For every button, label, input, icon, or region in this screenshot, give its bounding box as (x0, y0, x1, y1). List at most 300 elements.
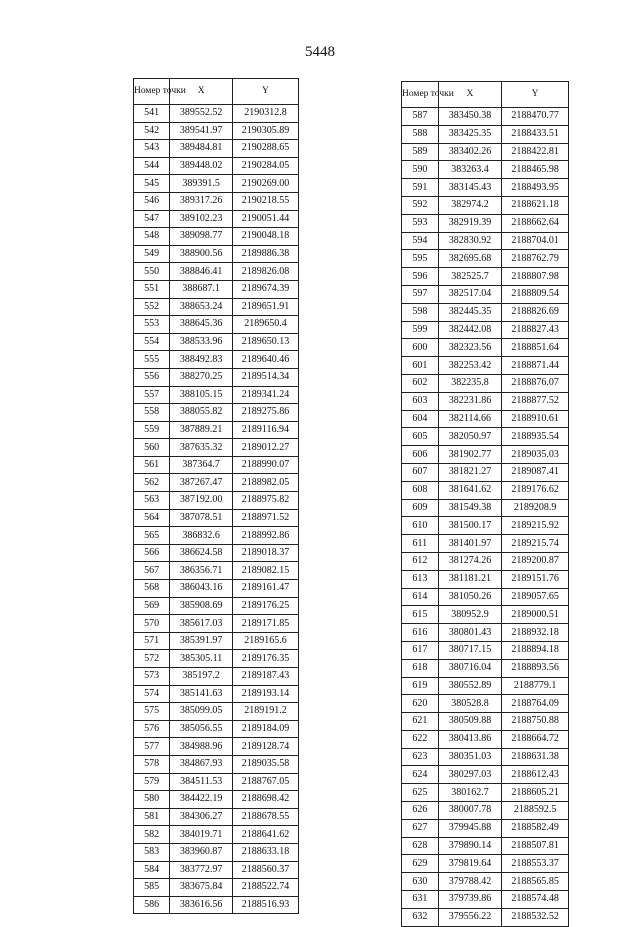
cell-point-number: 582 (134, 826, 170, 844)
cell-point-number: 603 (402, 392, 439, 410)
table-row (402, 802, 569, 820)
cell-x: 380952.9 (438, 606, 501, 624)
cell-y: 2190284.05 (232, 157, 298, 175)
table-row (134, 791, 299, 809)
table-row (402, 392, 569, 410)
cell-point-number: 563 (134, 492, 170, 510)
cell-x: 384422.19 (170, 791, 233, 809)
table-row (402, 481, 569, 499)
table-row (134, 580, 299, 598)
cell-y: 2188893.56 (502, 659, 569, 677)
cell-y: 2188507.81 (502, 837, 569, 855)
cell-x: 379556.22 (438, 908, 501, 926)
cell-point-number: 569 (134, 597, 170, 615)
table-row (134, 316, 299, 334)
cell-x: 382050.97 (438, 428, 501, 446)
cell-point-number: 588 (402, 125, 439, 143)
cell-x: 380509.88 (438, 713, 501, 731)
cell-point-number: 577 (134, 738, 170, 756)
table-row (134, 105, 299, 123)
cell-y: 2189650.13 (232, 333, 298, 351)
cell-x: 386043.16 (170, 580, 233, 598)
cell-x: 382323.56 (438, 339, 501, 357)
cell-point-number: 542 (134, 122, 170, 140)
table-row (402, 179, 569, 197)
table-row (402, 499, 569, 517)
header-y: Y (232, 79, 298, 105)
table-row (134, 755, 299, 773)
cell-point-number: 544 (134, 157, 170, 175)
cell-x: 379739.86 (438, 891, 501, 909)
cell-y: 2189640.46 (232, 351, 298, 369)
table-row (134, 861, 299, 879)
cell-point-number: 592 (402, 196, 439, 214)
cell-y: 2190288.65 (232, 140, 298, 158)
header-x: X (438, 82, 501, 108)
cell-x: 389102.23 (170, 210, 233, 228)
table-row (402, 410, 569, 428)
cell-point-number: 602 (402, 374, 439, 392)
cell-x: 382253.42 (438, 357, 501, 375)
coordinates-table-right (401, 81, 569, 927)
cell-point-number: 607 (402, 463, 439, 481)
table-row (402, 624, 569, 642)
cell-point-number: 609 (402, 499, 439, 517)
cell-x: 383402.26 (438, 143, 501, 161)
table-row (134, 157, 299, 175)
cell-point-number: 586 (134, 896, 170, 914)
cell-point-number: 597 (402, 285, 439, 303)
cell-y: 2188493.95 (502, 179, 569, 197)
cell-y: 2188809.54 (502, 285, 569, 303)
cell-x: 383425.35 (438, 125, 501, 143)
cell-x: 379945.88 (438, 819, 501, 837)
cell-y: 2190269.00 (232, 175, 298, 193)
cell-y: 2188779.1 (502, 677, 569, 695)
table-row (134, 421, 299, 439)
cell-x: 388533.96 (170, 333, 233, 351)
cell-x: 382695.68 (438, 250, 501, 268)
header-x: X (170, 79, 233, 105)
cell-x: 385617.03 (170, 615, 233, 633)
cell-y: 2188532.52 (502, 908, 569, 926)
cell-point-number: 584 (134, 861, 170, 879)
cell-y: 2189161.47 (232, 580, 298, 598)
table-row (402, 695, 569, 713)
cell-y: 2188851.64 (502, 339, 569, 357)
cell-y: 2189057.65 (502, 588, 569, 606)
cell-point-number: 632 (402, 908, 439, 926)
cell-x: 385197.2 (170, 668, 233, 686)
cell-point-number: 570 (134, 615, 170, 633)
cell-x: 383675.84 (170, 879, 233, 897)
cell-x: 386832.6 (170, 527, 233, 545)
cell-y: 2189087.41 (502, 463, 569, 481)
cell-point-number: 594 (402, 232, 439, 250)
cell-x: 387635.32 (170, 439, 233, 457)
cell-point-number: 551 (134, 280, 170, 298)
cell-point-number: 547 (134, 210, 170, 228)
cell-y: 2188522.74 (232, 879, 298, 897)
cell-x: 384867.93 (170, 755, 233, 773)
table-row (402, 641, 569, 659)
cell-x: 388492.83 (170, 351, 233, 369)
cell-point-number: 578 (134, 755, 170, 773)
cell-y: 2189514.34 (232, 368, 298, 386)
cell-point-number: 628 (402, 837, 439, 855)
cell-x: 389541.97 (170, 122, 233, 140)
cell-y: 2188641.62 (232, 826, 298, 844)
cell-y: 2189151.76 (502, 570, 569, 588)
cell-y: 2188910.61 (502, 410, 569, 428)
cell-y: 2188992.86 (232, 527, 298, 545)
cell-point-number: 573 (134, 668, 170, 686)
cell-point-number: 552 (134, 298, 170, 316)
table-row (134, 456, 299, 474)
table-row (134, 615, 299, 633)
cell-point-number: 623 (402, 748, 439, 766)
cell-x: 386624.58 (170, 544, 233, 562)
header-point-number: Номер точки (402, 82, 439, 108)
cell-y: 2190048.18 (232, 228, 298, 246)
table-row (402, 659, 569, 677)
cell-x: 380007.78 (438, 802, 501, 820)
cell-point-number: 585 (134, 879, 170, 897)
cell-y: 2189886.38 (232, 245, 298, 263)
cell-point-number: 583 (134, 843, 170, 861)
cell-point-number: 591 (402, 179, 439, 197)
cell-point-number: 567 (134, 562, 170, 580)
table-row (134, 509, 299, 527)
cell-y: 2188827.43 (502, 321, 569, 339)
cell-point-number: 600 (402, 339, 439, 357)
cell-point-number: 604 (402, 410, 439, 428)
table-row (402, 606, 569, 624)
cell-x: 380717.15 (438, 641, 501, 659)
table-row (134, 351, 299, 369)
cell-y: 2188932.18 (502, 624, 569, 642)
cell-x: 383960.87 (170, 843, 233, 861)
cell-point-number: 616 (402, 624, 439, 642)
cell-y: 2189176.25 (232, 597, 298, 615)
cell-x: 387078.51 (170, 509, 233, 527)
cell-y: 2188433.51 (502, 125, 569, 143)
table-row (402, 837, 569, 855)
cell-y: 2190312.8 (232, 105, 298, 123)
cell-point-number: 621 (402, 713, 439, 731)
cell-point-number: 587 (402, 108, 439, 126)
table-row (134, 843, 299, 861)
cell-x: 389552.52 (170, 105, 233, 123)
cell-point-number: 625 (402, 784, 439, 802)
table-row (402, 855, 569, 873)
cell-y: 2189187.43 (232, 668, 298, 686)
cell-y: 2188662.64 (502, 214, 569, 232)
table-row (134, 175, 299, 193)
table-row (134, 632, 299, 650)
cell-y: 2188982.05 (232, 474, 298, 492)
table-row (134, 562, 299, 580)
cell-x: 382114.66 (438, 410, 501, 428)
cell-point-number: 558 (134, 404, 170, 422)
cell-point-number: 622 (402, 730, 439, 748)
cell-y: 2189826.08 (232, 263, 298, 281)
table-row (134, 280, 299, 298)
cell-y: 2188605.21 (502, 784, 569, 802)
cell-y: 2189018.37 (232, 544, 298, 562)
cell-x: 382919.39 (438, 214, 501, 232)
table-row (134, 474, 299, 492)
table-row (134, 650, 299, 668)
cell-y: 2189215.92 (502, 517, 569, 535)
cell-x: 379788.42 (438, 873, 501, 891)
table-row (134, 597, 299, 615)
cell-x: 379890.14 (438, 837, 501, 855)
cell-x: 388653.24 (170, 298, 233, 316)
cell-x: 381821.27 (438, 463, 501, 481)
cell-x: 381050.26 (438, 588, 501, 606)
cell-y: 2189165.6 (232, 632, 298, 650)
table-row (402, 873, 569, 891)
cell-x: 380297.03 (438, 766, 501, 784)
cell-y: 2190305.89 (232, 122, 298, 140)
cell-point-number: 545 (134, 175, 170, 193)
cell-point-number: 590 (402, 161, 439, 179)
cell-x: 380801.43 (438, 624, 501, 642)
cell-x: 385391.97 (170, 632, 233, 650)
cell-y: 2189116.94 (232, 421, 298, 439)
table-row (134, 368, 299, 386)
cell-y: 2188698.42 (232, 791, 298, 809)
cell-y: 2188574.48 (502, 891, 569, 909)
cell-x: 382235.8 (438, 374, 501, 392)
table-row (402, 677, 569, 695)
table-row (402, 908, 569, 926)
cell-point-number: 611 (402, 535, 439, 553)
cell-point-number: 627 (402, 819, 439, 837)
cell-point-number: 559 (134, 421, 170, 439)
cell-x: 383772.97 (170, 861, 233, 879)
cell-x: 384511.53 (170, 773, 233, 791)
cell-y: 2189035.03 (502, 446, 569, 464)
table-row (402, 108, 569, 126)
table-row (134, 245, 299, 263)
cell-x: 382445.35 (438, 303, 501, 321)
cell-point-number: 599 (402, 321, 439, 339)
cell-y: 2188975.82 (232, 492, 298, 510)
cell-x: 380716.04 (438, 659, 501, 677)
cell-y: 2188678.55 (232, 808, 298, 826)
cell-point-number: 579 (134, 773, 170, 791)
cell-y: 2189176.35 (232, 650, 298, 668)
cell-point-number: 568 (134, 580, 170, 598)
cell-point-number: 631 (402, 891, 439, 909)
table-row (134, 685, 299, 703)
cell-point-number: 571 (134, 632, 170, 650)
cell-x: 388846.41 (170, 263, 233, 281)
table-row (402, 713, 569, 731)
table-row (134, 826, 299, 844)
cell-x: 382974.2 (438, 196, 501, 214)
table-row (402, 570, 569, 588)
cell-x: 387267.47 (170, 474, 233, 492)
cell-x: 383450.38 (438, 108, 501, 126)
table-row (134, 896, 299, 914)
cell-y: 2189275.86 (232, 404, 298, 422)
page-number: 5448 (305, 44, 335, 60)
cell-point-number: 562 (134, 474, 170, 492)
cell-x: 385099.05 (170, 703, 233, 721)
cell-y: 2188631.38 (502, 748, 569, 766)
cell-point-number: 581 (134, 808, 170, 826)
cell-x: 382231.86 (438, 392, 501, 410)
cell-x: 385141.63 (170, 685, 233, 703)
cell-y: 2189171.85 (232, 615, 298, 633)
cell-point-number: 543 (134, 140, 170, 158)
cell-y: 2189208.9 (502, 499, 569, 517)
cell-x: 380413.86 (438, 730, 501, 748)
cell-point-number: 549 (134, 245, 170, 263)
cell-x: 388270.25 (170, 368, 233, 386)
cell-x: 388105.15 (170, 386, 233, 404)
table-row (134, 140, 299, 158)
cell-point-number: 620 (402, 695, 439, 713)
cell-x: 389391.5 (170, 175, 233, 193)
table-row (134, 808, 299, 826)
cell-point-number: 553 (134, 316, 170, 334)
cell-point-number: 576 (134, 720, 170, 738)
cell-x: 385908.69 (170, 597, 233, 615)
cell-point-number: 548 (134, 228, 170, 246)
cell-x: 380162.7 (438, 784, 501, 802)
cell-point-number: 617 (402, 641, 439, 659)
cell-point-number: 608 (402, 481, 439, 499)
cell-point-number: 541 (134, 105, 170, 123)
cell-point-number: 574 (134, 685, 170, 703)
cell-x: 382442.08 (438, 321, 501, 339)
table-row (402, 196, 569, 214)
cell-point-number: 575 (134, 703, 170, 721)
cell-y: 2189674.39 (232, 280, 298, 298)
table-row (402, 891, 569, 909)
cell-y: 2189651.91 (232, 298, 298, 316)
cell-point-number: 619 (402, 677, 439, 695)
cell-point-number: 614 (402, 588, 439, 606)
cell-x: 388900.56 (170, 245, 233, 263)
cell-y: 2189215.74 (502, 535, 569, 553)
table-row (402, 143, 569, 161)
coordinates-table-left (133, 78, 299, 914)
cell-x: 381181.21 (438, 570, 501, 588)
cell-x: 388645.36 (170, 316, 233, 334)
cell-y: 2189012.27 (232, 439, 298, 457)
cell-x: 379819.64 (438, 855, 501, 873)
cell-point-number: 626 (402, 802, 439, 820)
cell-y: 2188767.05 (232, 773, 298, 791)
cell-y: 2188553.37 (502, 855, 569, 873)
cell-point-number: 629 (402, 855, 439, 873)
cell-point-number: 560 (134, 439, 170, 457)
cell-y: 2189193.14 (232, 685, 298, 703)
cell-point-number: 557 (134, 386, 170, 404)
table-row (134, 439, 299, 457)
cell-point-number: 615 (402, 606, 439, 624)
cell-x: 387364.7 (170, 456, 233, 474)
header-y: Y (502, 82, 569, 108)
table-row (402, 819, 569, 837)
table-row (134, 492, 299, 510)
cell-x: 389484.81 (170, 140, 233, 158)
table-body-left (134, 105, 299, 914)
table-row (402, 232, 569, 250)
cell-y: 2188871.44 (502, 357, 569, 375)
table-body-right (402, 108, 569, 927)
cell-x: 388687.1 (170, 280, 233, 298)
cell-y: 2188565.85 (502, 873, 569, 891)
cell-y: 2188470.77 (502, 108, 569, 126)
cell-point-number: 554 (134, 333, 170, 351)
table-row (402, 766, 569, 784)
cell-y: 2188704.01 (502, 232, 569, 250)
cell-point-number: 561 (134, 456, 170, 474)
cell-y: 2188762.79 (502, 250, 569, 268)
cell-x: 386356.71 (170, 562, 233, 580)
cell-y: 2188990.07 (232, 456, 298, 474)
cell-y: 2188422.81 (502, 143, 569, 161)
cell-y: 2189000.51 (502, 606, 569, 624)
table-row (134, 122, 299, 140)
cell-point-number: 606 (402, 446, 439, 464)
table-row (134, 773, 299, 791)
cell-point-number: 618 (402, 659, 439, 677)
table-row (402, 552, 569, 570)
table-row (402, 125, 569, 143)
cell-point-number: 550 (134, 263, 170, 281)
table-row (402, 463, 569, 481)
cell-x: 382517.04 (438, 285, 501, 303)
cell-x: 381500.17 (438, 517, 501, 535)
table-row (134, 703, 299, 721)
table-row (134, 544, 299, 562)
cell-x: 383145.43 (438, 179, 501, 197)
cell-x: 387889.21 (170, 421, 233, 439)
cell-y: 2189176.62 (502, 481, 569, 499)
cell-y: 2188592.5 (502, 802, 569, 820)
cell-x: 384306.27 (170, 808, 233, 826)
cell-x: 389098.77 (170, 228, 233, 246)
table-row (134, 333, 299, 351)
cell-x: 380351.03 (438, 748, 501, 766)
cell-point-number: 564 (134, 509, 170, 527)
table-row (402, 214, 569, 232)
cell-y: 2188612.43 (502, 766, 569, 784)
cell-x: 382830.92 (438, 232, 501, 250)
table-row (402, 517, 569, 535)
cell-x: 381401.97 (438, 535, 501, 553)
cell-point-number: 565 (134, 527, 170, 545)
cell-y: 2188826.69 (502, 303, 569, 321)
cell-x: 384988.96 (170, 738, 233, 756)
cell-y: 2189191.2 (232, 703, 298, 721)
cell-x: 383263.4 (438, 161, 501, 179)
cell-point-number: 624 (402, 766, 439, 784)
cell-y: 2188807.98 (502, 268, 569, 286)
cell-x: 380552.89 (438, 677, 501, 695)
header-point-number: Номер точки (134, 79, 170, 105)
table-row (134, 228, 299, 246)
table-row (134, 404, 299, 422)
cell-x: 389317.26 (170, 192, 233, 210)
